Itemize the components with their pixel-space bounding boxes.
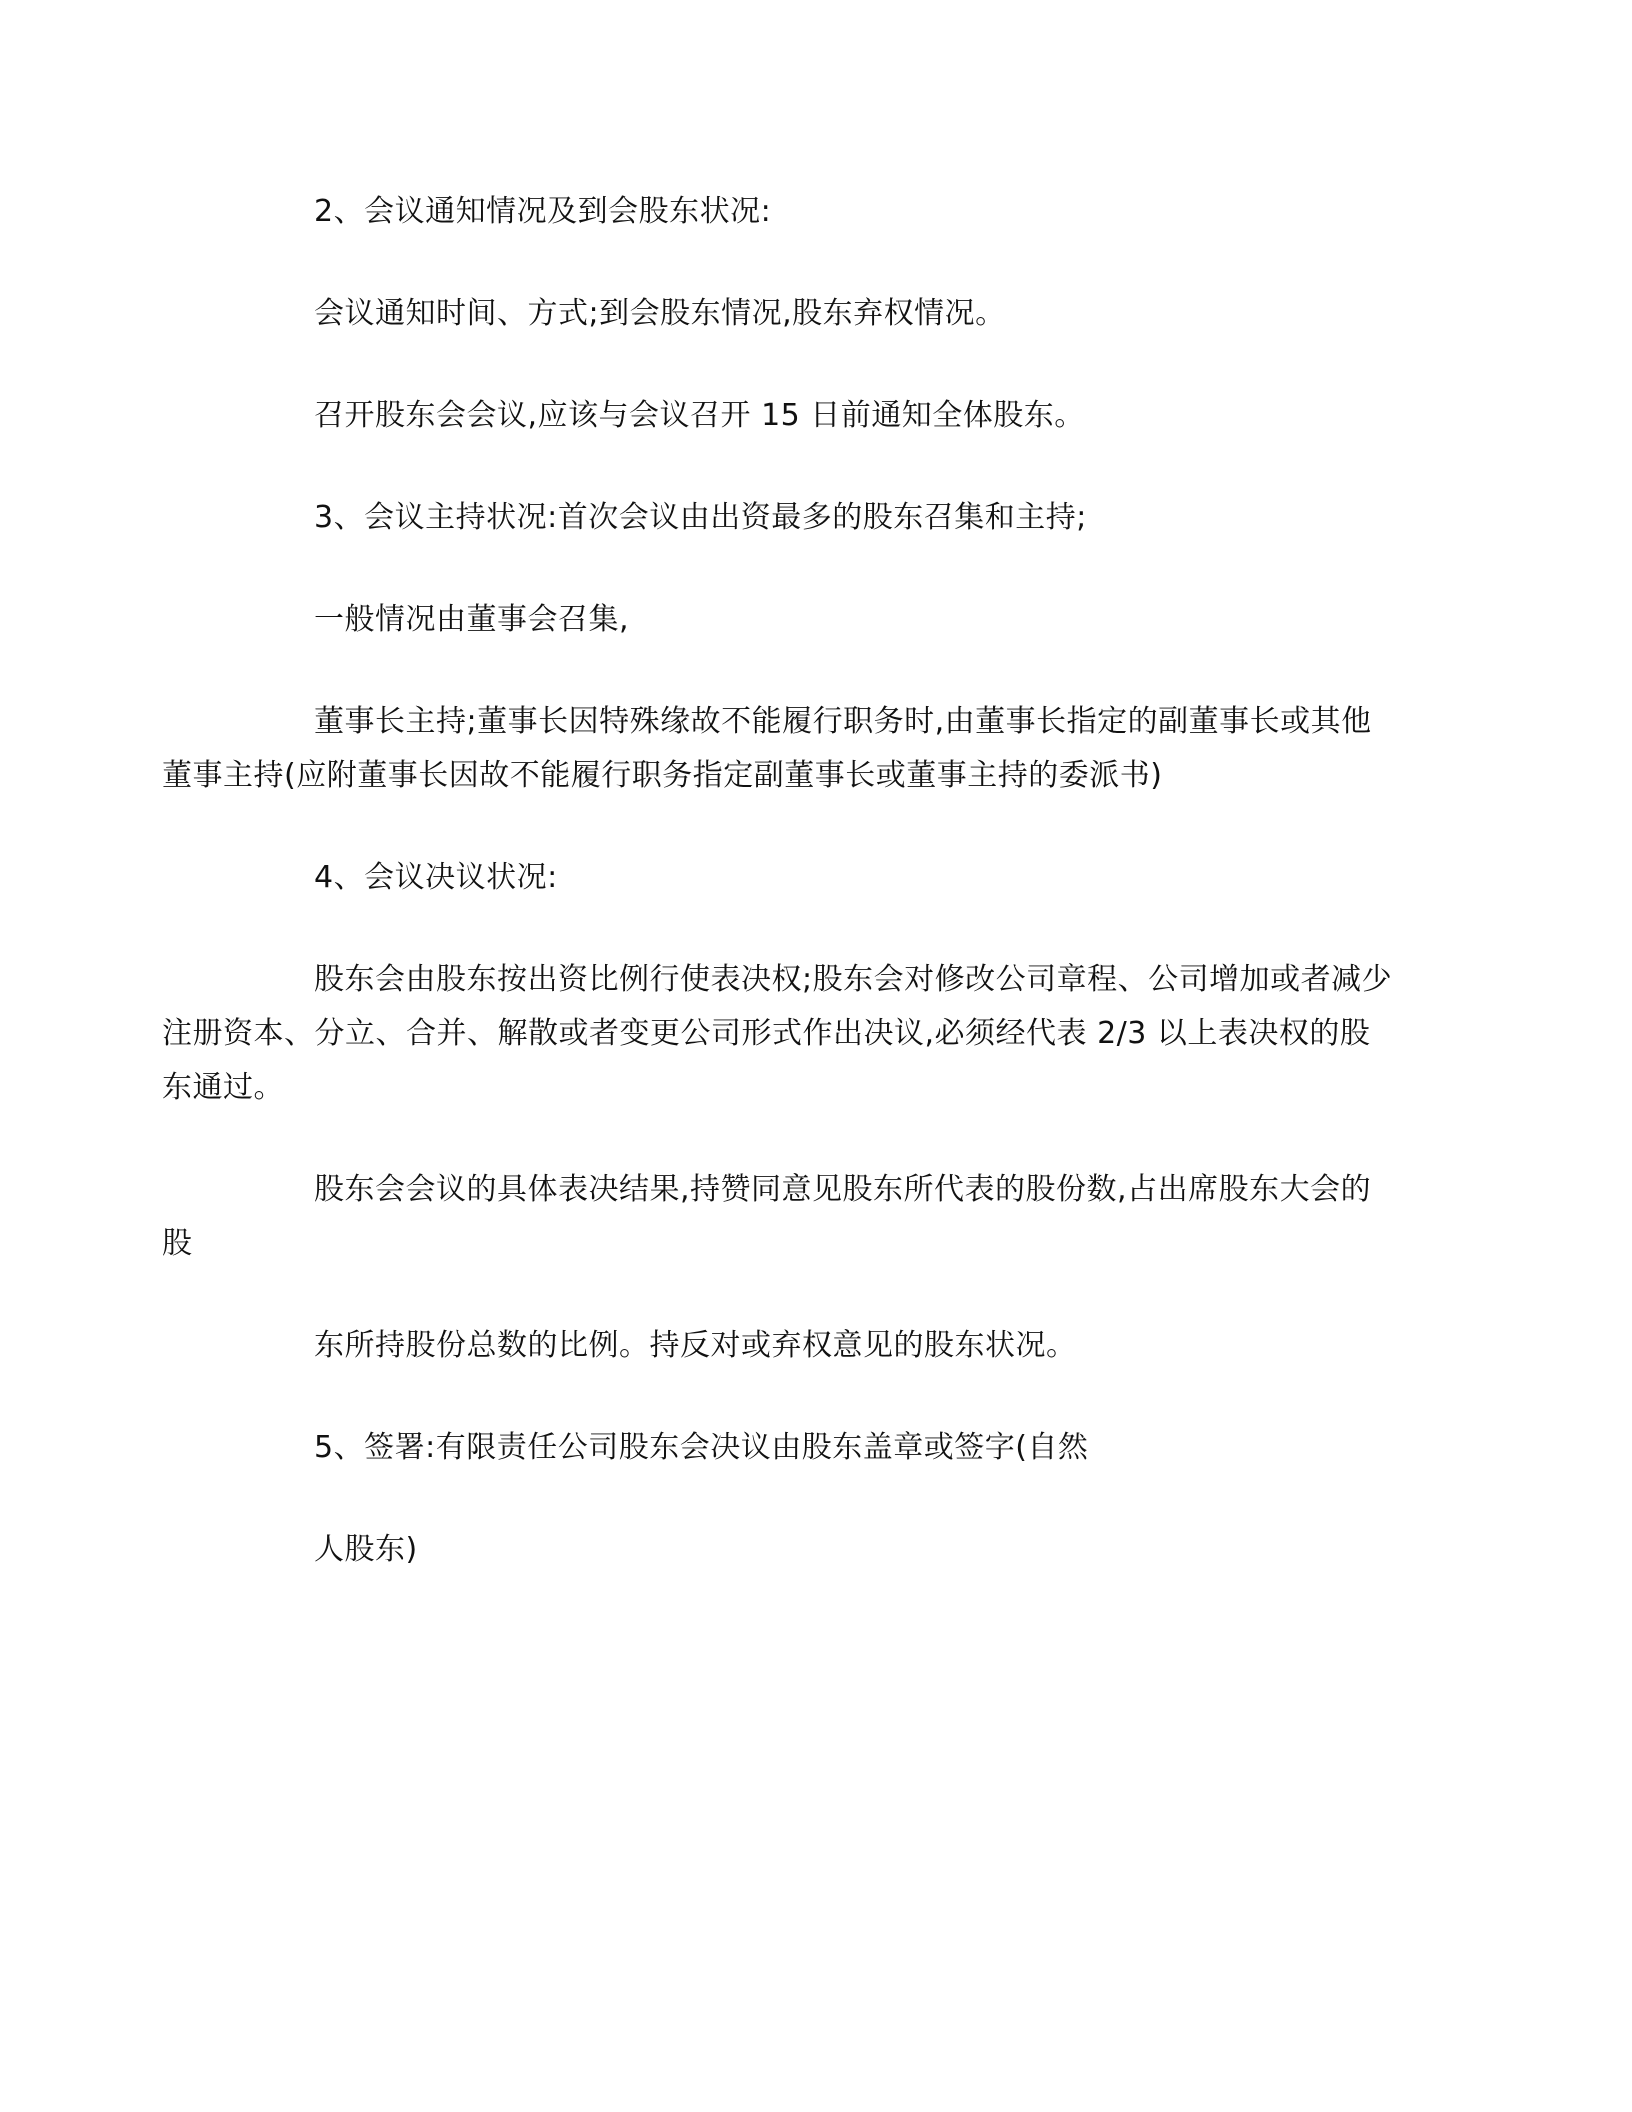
paragraph-vote-results: 股东会会议的具体表决结果,持赞同意见股东所代表的股份数,占出席股东大会的股 [162, 1172, 1372, 1261]
paragraph-notice-deadline: 召开股东会会议,应该与会议召开 15 日前通知全体股东。 [314, 398, 1085, 433]
paragraph-signing-heading: 5、签署:有限责任公司股东会决议由股东盖章或签字(自然 [314, 1430, 1089, 1465]
paragraph-chairman-host: 董事长主持;董事长因特殊缘故不能履行职务时,由董事长指定的副董事长或其他董事主持(应附董事长因故不能履行职务指定副董事长或董事主持的委派书) [162, 704, 1372, 793]
paragraph-natural-person: 人股东) [314, 1532, 418, 1567]
document-body [162, 185, 1393, 1577]
paragraph-notice-heading: 2、会议通知情况及到会股东状况: [314, 194, 772, 229]
paragraph-resolution-heading: 4、会议决议状况: [314, 860, 558, 895]
paragraph-vote-ratio: 东所持股份总数的比例。持反对或弃权意见的股东状况。 [314, 1328, 1077, 1363]
paragraph-voting-rights: 股东会由股东按出资比例行使表决权;股东会对修改公司章程、公司增加或者减少注册资本、分立、合并、解散或者变更公司形式作出决议,必须经代表 2/3 以上表决权的股东通过。 [162, 962, 1393, 1105]
paragraph-notice-time: 会议通知时间、方式;到会股东情况,股东弃权情况。 [314, 296, 1006, 331]
paragraph-board-convene: 一般情况由董事会召集, [314, 602, 630, 637]
paragraph-host-heading: 3、会议主持状况:首次会议由出资最多的股东召集和主持; [314, 500, 1087, 535]
